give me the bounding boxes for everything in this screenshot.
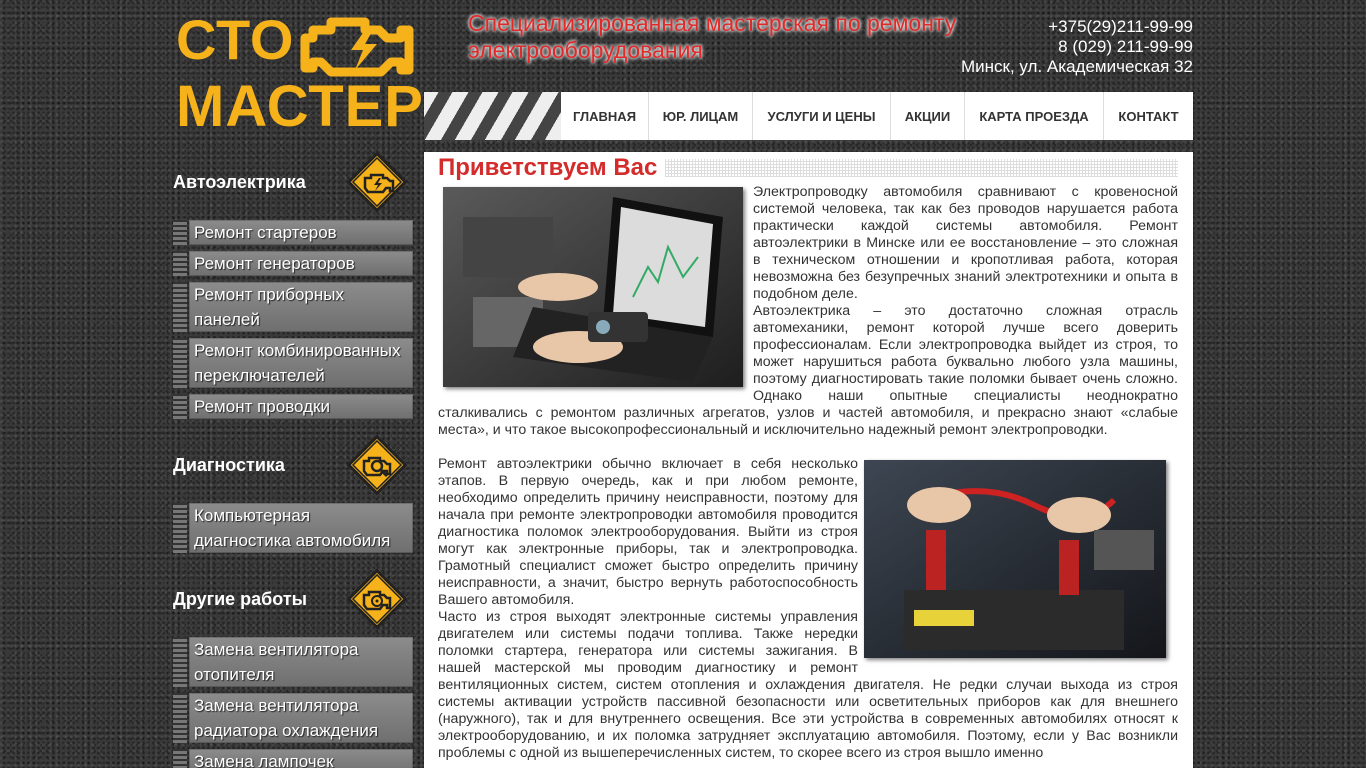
sidebar bbox=[173, 150, 415, 768]
item-bar bbox=[173, 693, 187, 743]
contacts-block bbox=[961, 17, 1193, 77]
item-bar bbox=[173, 220, 187, 245]
sidebar-item-label: Ремонт комбинированных переключателей bbox=[189, 338, 413, 388]
sidebar-list-diagnostics bbox=[173, 503, 415, 553]
intro-paragraph-2: Автоэлектрика – это достаточно сложная отрасль автомеханики, ремонт которой лучше всего доверить профессионалам. Если электропроводка выйдет из строя, то может нарушиться работа буквально любого узла машины, поэтому диагностировать такие поломки бывает очень сложно. Однако наши опытные специалисты неоднократно сталкивались с ремонтом различных агрегатов, узлов и частей автомобиля, и прекрасно знают «слабые места», и что такое высокопрофессиональный и исключительно надежный ремонт электропроводки. bbox=[438, 303, 1178, 438]
sidebar-section-header bbox=[173, 433, 415, 497]
sidebar-item-label: Ремонт генераторов bbox=[189, 251, 413, 276]
engine-fan-icon bbox=[345, 567, 409, 631]
sidebar-item-bulb-replacement[interactable] bbox=[173, 749, 415, 768]
site-tagline: Специализированная мастерская по ремонту электрооборудования bbox=[468, 10, 957, 63]
sidebar-item-heater-fan[interactable] bbox=[173, 637, 415, 687]
sidebar-item-label: Замена вентилятора радиатора охлаждения bbox=[189, 693, 413, 743]
sidebar-list-autoelectrics bbox=[173, 220, 415, 419]
sidebar-item-starter-repair[interactable] bbox=[173, 220, 415, 245]
body-paragraph-3: Ремонт автоэлектрики обычно включает в себя несколько этапов. В первую очередь, как и при любом ремонте, необходимо определить причину неисправности, поэтому для начала при ремонте электропроводки автомобиля проводится диагностика поломок электрооборудования. Выйти из строя могут как электронные приборы, так и электропроводка. Грамотный специалист сможет быстро определить причину неисправности, а значит, быстро вернуть работоспособность Вашего автомобиля. bbox=[438, 456, 858, 608]
nav-contact[interactable]: КОНТАКТ bbox=[1118, 108, 1179, 124]
sidebar-item-label: Компьютерная диагностика автомобиля bbox=[189, 503, 413, 553]
intro-paragraph-1: Электропроводку автомобиля сравнивают с кровеносной системой человека, так как без проводов нарушается работа практически каждой системы автомобиля. Ремонт автоэлектрики в Минске или ее восстановление – это сложная в техническом отношении и кропотливая работа, которая невозможна без безупречных знаний электротехники и опыта в подобном деле. bbox=[753, 184, 1178, 302]
sidebar-item-label: Ремонт стартеров bbox=[189, 220, 413, 245]
item-bar bbox=[173, 251, 187, 276]
item-bar bbox=[173, 637, 187, 687]
logo-text-sto: СТО bbox=[176, 8, 295, 71]
sidebar-item-label: Ремонт приборных панелей bbox=[189, 282, 413, 332]
item-bar bbox=[173, 394, 187, 419]
item-bar bbox=[173, 749, 187, 768]
sidebar-item-label: Замена лампочек bbox=[189, 749, 413, 768]
sidebar-item-switch-repair[interactable] bbox=[173, 338, 415, 388]
sidebar-item-computer-diagnostics[interactable] bbox=[173, 503, 415, 553]
nav-promotions[interactable]: АКЦИИ bbox=[891, 92, 965, 140]
phone-secondary[interactable]: 8 (029) 211-99-99 bbox=[1058, 37, 1193, 56]
nav-directions-map[interactable]: КАРТА ПРОЕЗДА bbox=[965, 92, 1104, 140]
item-bar bbox=[173, 338, 187, 388]
nav-legal-entities[interactable]: ЮР. ЛИЦАМ bbox=[649, 92, 753, 140]
sidebar-section-title: Другие работы bbox=[173, 588, 308, 609]
address: Минск, ул. Академическая 32 bbox=[961, 57, 1193, 76]
site-logo[interactable] bbox=[173, 8, 424, 139]
main-nav bbox=[561, 92, 1193, 140]
main-content bbox=[424, 152, 1193, 768]
nav-services-prices[interactable]: УСЛУГИ И ЦЕНЫ bbox=[753, 92, 891, 140]
laptop-diagnostics-photo bbox=[443, 187, 743, 387]
sidebar-item-label: Ремонт проводки bbox=[189, 394, 413, 419]
item-bar bbox=[173, 282, 187, 332]
sidebar-section-header bbox=[173, 150, 415, 214]
engine-icon bbox=[299, 12, 419, 78]
battery-jumper-photo bbox=[864, 460, 1166, 658]
page-title: Приветствуем Вас bbox=[438, 154, 658, 181]
logo-text-master: МАСТЕР bbox=[176, 74, 424, 139]
item-bar bbox=[173, 503, 187, 553]
phone-primary[interactable]: +375(29)211-99-99 bbox=[1048, 17, 1193, 36]
sidebar-item-label: Замена вентилятора отопителя bbox=[189, 637, 413, 687]
sidebar-item-generator-repair[interactable] bbox=[173, 251, 415, 276]
engine-icon bbox=[345, 150, 409, 214]
decorative-stripes bbox=[424, 92, 561, 140]
sidebar-section-header bbox=[173, 567, 415, 631]
sidebar-item-dashboard-repair[interactable] bbox=[173, 282, 415, 332]
nav-home[interactable]: ГЛАВНАЯ bbox=[561, 92, 649, 140]
sidebar-item-wiring-repair[interactable] bbox=[173, 394, 415, 419]
content-title-row bbox=[438, 152, 1178, 184]
sidebar-section-title: Диагностика bbox=[173, 454, 285, 475]
title-decoration bbox=[665, 159, 1178, 177]
body-paragraph-4: Часто из строя выходят электронные системы управления двигателем или системы подачи топлива. Также нередки поломки стартера, генератора или системы зажигания. В нашей мастерской мы проводим диагностику и ремонт вентиляционных систем, систем отопления и охлаждения двигателя. Не редки случаи выхода из строя системы активации устройств пассивной безопасности или осветительных приборов как для внешнего (наружного), так и для внутреннего освещения. Все эти устройства в современных автомобилях относят к электрооборудованию, и их поломка затрудняет эксплуатацию автомобиля. Поэтому, если у Вас возникли проблемы с одной из вышеперечисленных систем, то скорее всего из строя вышло именно bbox=[438, 609, 1178, 761]
sidebar-section-title: Автоэлектрика bbox=[173, 171, 306, 192]
sidebar-list-other bbox=[173, 637, 415, 768]
sidebar-item-radiator-fan[interactable] bbox=[173, 693, 415, 743]
diagnostics-icon bbox=[345, 433, 409, 497]
